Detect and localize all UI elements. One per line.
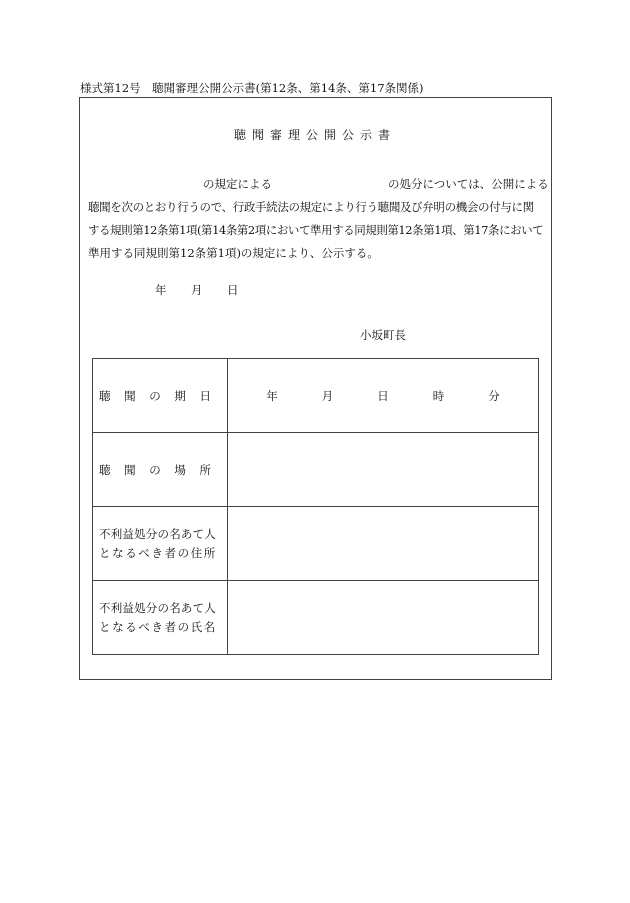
table-row — [93, 359, 539, 433]
addressee-address-value — [228, 507, 539, 581]
intro-part2: の処分については、公開による — [388, 177, 549, 191]
label-line-1: 不利益処分の名あて人 — [99, 526, 216, 541]
addressee-name-value — [228, 581, 539, 655]
unit-hour: 時 — [432, 388, 445, 403]
table-row — [93, 433, 539, 507]
unit-day: 日 — [377, 388, 389, 403]
body-line-2: 聴聞を次のとおり行うので、行政手続法の規定により行う聴聞及び弁明の機会の付与に関 — [88, 200, 534, 214]
label-char: 場 — [174, 462, 186, 477]
form-number-label: 様式第12号 聴聞審理公開公示書(第12条、第14条、第17条関係) — [80, 81, 424, 95]
date-month: 月 — [191, 283, 203, 297]
label-char: の — [149, 462, 161, 477]
label-char: 聴 — [99, 462, 111, 477]
date-day: 日 — [227, 283, 239, 297]
label-char: 期 — [174, 388, 186, 403]
unit-minute: 分 — [488, 388, 500, 403]
label-char: 聴 — [99, 388, 111, 403]
addressee-address-label — [93, 507, 228, 581]
spaced-label — [99, 388, 211, 404]
body-line-4: 準用する同規則第12条第1項)の規定により、公示する。 — [88, 246, 379, 260]
unit-month: 月 — [321, 388, 334, 403]
hearing-place-label — [93, 433, 228, 507]
hearing-date-label — [93, 359, 228, 433]
label-line-2: となるべき者の住所 — [99, 545, 217, 560]
table-row — [93, 581, 539, 655]
intro-part1: の規定による — [203, 177, 272, 191]
label-line-2: となるべき者の氏名 — [99, 619, 217, 634]
label-char: 聞 — [124, 388, 136, 403]
date-year: 年 — [155, 283, 167, 297]
label-char: 日 — [199, 388, 211, 403]
document-title: 聴聞審理公開公示書 — [233, 128, 396, 142]
label-char: の — [149, 388, 161, 403]
label-line-1: 不利益処分の名あて人 — [99, 600, 216, 615]
table-row — [93, 507, 539, 581]
hearing-place-value — [228, 433, 539, 507]
unit-year: 年 — [266, 388, 278, 403]
hearing-date-value — [228, 359, 539, 433]
hearing-details-table — [92, 358, 539, 655]
spaced-label — [99, 462, 211, 478]
addressee-name-label — [93, 581, 228, 655]
label-char: 聞 — [124, 462, 136, 477]
body-line-3: する規則第12条第1項(第14条第2項において準用する同規則第12条第1項、第17条において — [88, 223, 544, 237]
issuer-name: 小坂町長 — [360, 328, 406, 342]
label-char: 所 — [199, 462, 211, 477]
datetime-units — [228, 388, 538, 404]
